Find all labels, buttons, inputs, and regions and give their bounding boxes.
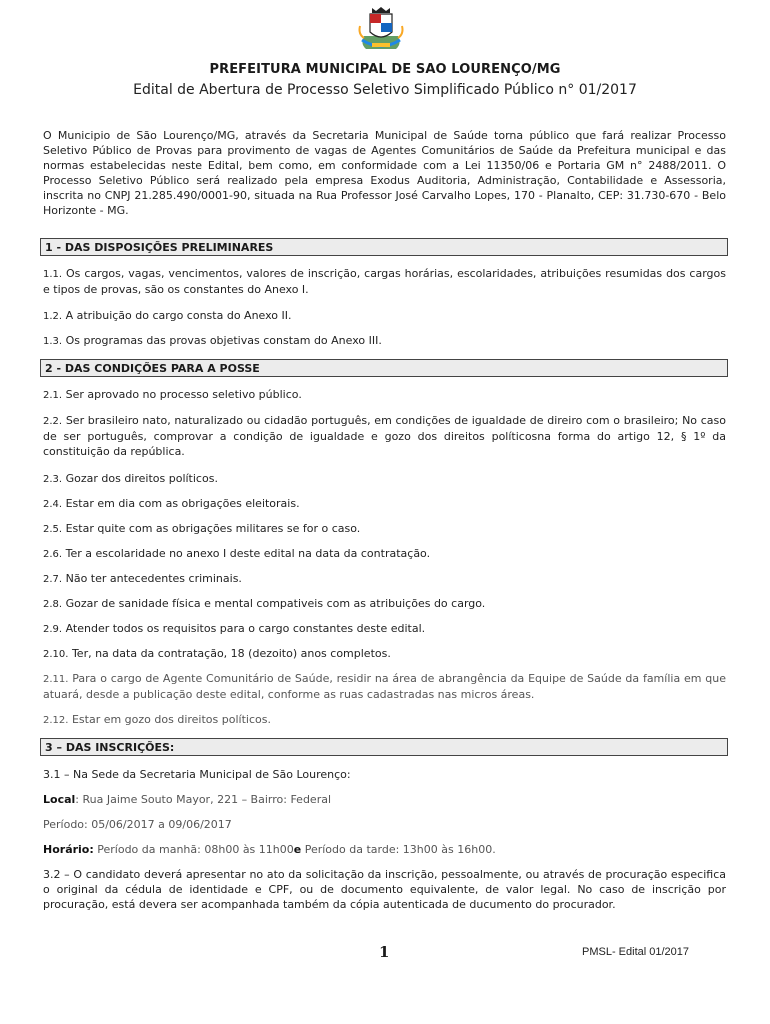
location-line bbox=[43, 792, 726, 807]
clause-2-6 bbox=[43, 546, 726, 562]
clause-number: 2.8. bbox=[43, 599, 63, 610]
clause-text: Gozar de sanidade física e mental compativeis com as atribuições do cargo. bbox=[65, 597, 486, 610]
section-1-heading: 1 - DAS DISPOSIÇÕES PRELIMINARES bbox=[40, 238, 728, 256]
clause-2-1 bbox=[43, 387, 726, 403]
clause-1-1 bbox=[43, 266, 726, 297]
clause-3-1: 3.1 – Na Sede da Secretaria Municipal de São Lourenço: bbox=[43, 768, 351, 781]
clause-number: 2.9. bbox=[43, 624, 63, 635]
clause-number: 2.12. bbox=[43, 715, 69, 726]
clause-number: 2.3. bbox=[43, 474, 63, 485]
location-value: : Rua Jaime Souto Mayor, 221 – Bairro: Federal bbox=[75, 793, 332, 806]
clause-number: 2.11. bbox=[43, 674, 69, 685]
clause-number: 2.4. bbox=[43, 499, 63, 510]
clause-3-2: 3.2 – O candidato deverá apresentar no ato da solicitação da inscrição, pessoalmente, ou através de procuração especifica o original da cédula de identidade e CPF, ou de documento equivalente, de valor legal. No caso de inscrição por procuração, está devera ser acompanhada também da cópia autenticada de ducumento do procurador. bbox=[43, 868, 726, 911]
clause-2-4 bbox=[43, 496, 726, 512]
clause-2-5 bbox=[43, 521, 726, 537]
clause-text: Ser brasileiro nato, naturalizado ou cidadão português, em condições de igualdade de direiro com o brasileiro; No caso de ser português, comprovar a condição de igualdade e gozo dos direitos políticosna forma do artigo 12, § 1º da constituição da república. bbox=[43, 414, 726, 458]
clause-1-3 bbox=[43, 333, 726, 349]
document-subtitle: Edital de Abertura de Processo Seletivo Simplificado Público n° 01/2017 bbox=[133, 82, 637, 98]
clause-2-10 bbox=[43, 646, 726, 662]
page-number: 1 bbox=[379, 943, 390, 961]
clause-number: 1.1. bbox=[43, 269, 63, 280]
location-label: Local bbox=[43, 793, 76, 806]
clause-text: Para o cargo de Agente Comunitário de Saúde, residir na área de abrangência da Equipe de Saúde da família em que atuará, desde a publicação deste edital, conforme as ruas cadastradas nas micros áreas. bbox=[43, 672, 726, 701]
clause-2-8 bbox=[43, 596, 726, 612]
clause-text: Os cargos, vagas, vencimentos, valores de inscrição, cargas horárias, escolaridades, atribuições resumidas dos cargos e tipos de provas, são os constantes do Anexo I. bbox=[43, 267, 726, 296]
clause-number: 1.2. bbox=[43, 311, 63, 322]
clause-text: Ter a escolaridade no anexo I deste edital na data da contratação. bbox=[65, 547, 431, 560]
document-title: PREFEITURA MUNICIPAL DE SAO LOURENÇO/MG bbox=[209, 62, 561, 77]
intro-paragraph: O Municipio de São Lourenço/MG, através da Secretaria Municipal de Saúde torna público que fará realizar Processo Seletivo Público de Provas para provimento de vagas de Agentes Comunitários de Saúde da Prefeitura municipal e das normas estabelecidas neste Edital, bem como, em conformidade com a Lei 11350/06 e Portaria GM n° 2488/2011. O Processo Seletivo Público será realizado pela empresa Exodus Auditoria, Administração, Contabilidade e Assessoria, inscrita no CNPJ 21.285.490/0001-90, situada na Rua Professor José Carvalho Lopes, 170 - Planalto, CEP: 31.730-670 - Belo Horizonte - MG. bbox=[43, 129, 726, 217]
section-2-heading: 2 - DAS CONDIÇÕES PARA A POSSE bbox=[40, 359, 728, 377]
period-line: Período: 05/06/2017 a 09/06/2017 bbox=[43, 818, 232, 831]
clause-2-2 bbox=[43, 413, 726, 459]
clause-2-9 bbox=[43, 621, 726, 637]
clause-number: 2.1. bbox=[43, 390, 63, 401]
clause-number: 2.5. bbox=[43, 524, 63, 535]
schedule-afternoon: Período da tarde: 13h00 às 16h00. bbox=[301, 843, 496, 856]
section-3-heading: 3 – DAS INSCRIÇÕES: bbox=[40, 738, 728, 756]
schedule-morning: Período da manhã: 08h00 às 11h00 bbox=[93, 843, 294, 856]
clause-text: Estar quite com as obrigações militares se for o caso. bbox=[65, 522, 361, 535]
municipal-coat-of-arms-icon bbox=[356, 6, 406, 52]
clause-text: Ser aprovado no processo seletivo público. bbox=[65, 388, 302, 401]
clause-number: 2.6. bbox=[43, 549, 63, 560]
clause-text: Estar em dia com as obrigações eleitorais. bbox=[65, 497, 300, 510]
clause-2-12 bbox=[43, 712, 726, 728]
schedule-line bbox=[43, 842, 726, 857]
footer-doc-ref: PMSL- Edital 01/2017 bbox=[582, 946, 690, 958]
clause-text: Gozar dos direitos políticos. bbox=[65, 472, 218, 485]
clause-text: Os programas das provas objetivas constam do Anexo III. bbox=[65, 334, 382, 347]
clause-text: A atribuição do cargo consta do Anexo II. bbox=[65, 309, 292, 322]
clause-number: 2.7. bbox=[43, 574, 63, 585]
clause-number: 2.2. bbox=[43, 416, 63, 427]
clause-2-11 bbox=[43, 671, 726, 702]
clause-2-7 bbox=[43, 571, 726, 587]
clause-text: Estar em gozo dos direitos políticos. bbox=[71, 713, 271, 726]
clause-number: 2.10. bbox=[43, 649, 69, 660]
clause-text: Ter, na data da contratação, 18 (dezoito) anos completos. bbox=[71, 647, 391, 660]
clause-text: Atender todos os requisitos para o cargo constantes deste edital. bbox=[65, 622, 426, 635]
schedule-label: Horário: bbox=[43, 843, 94, 856]
schedule-conjunction: e bbox=[293, 843, 302, 856]
clause-2-3 bbox=[43, 471, 726, 487]
clause-1-2 bbox=[43, 308, 726, 324]
clause-text: Não ter antecedentes criminais. bbox=[65, 572, 242, 585]
clause-number: 1.3. bbox=[43, 336, 63, 347]
